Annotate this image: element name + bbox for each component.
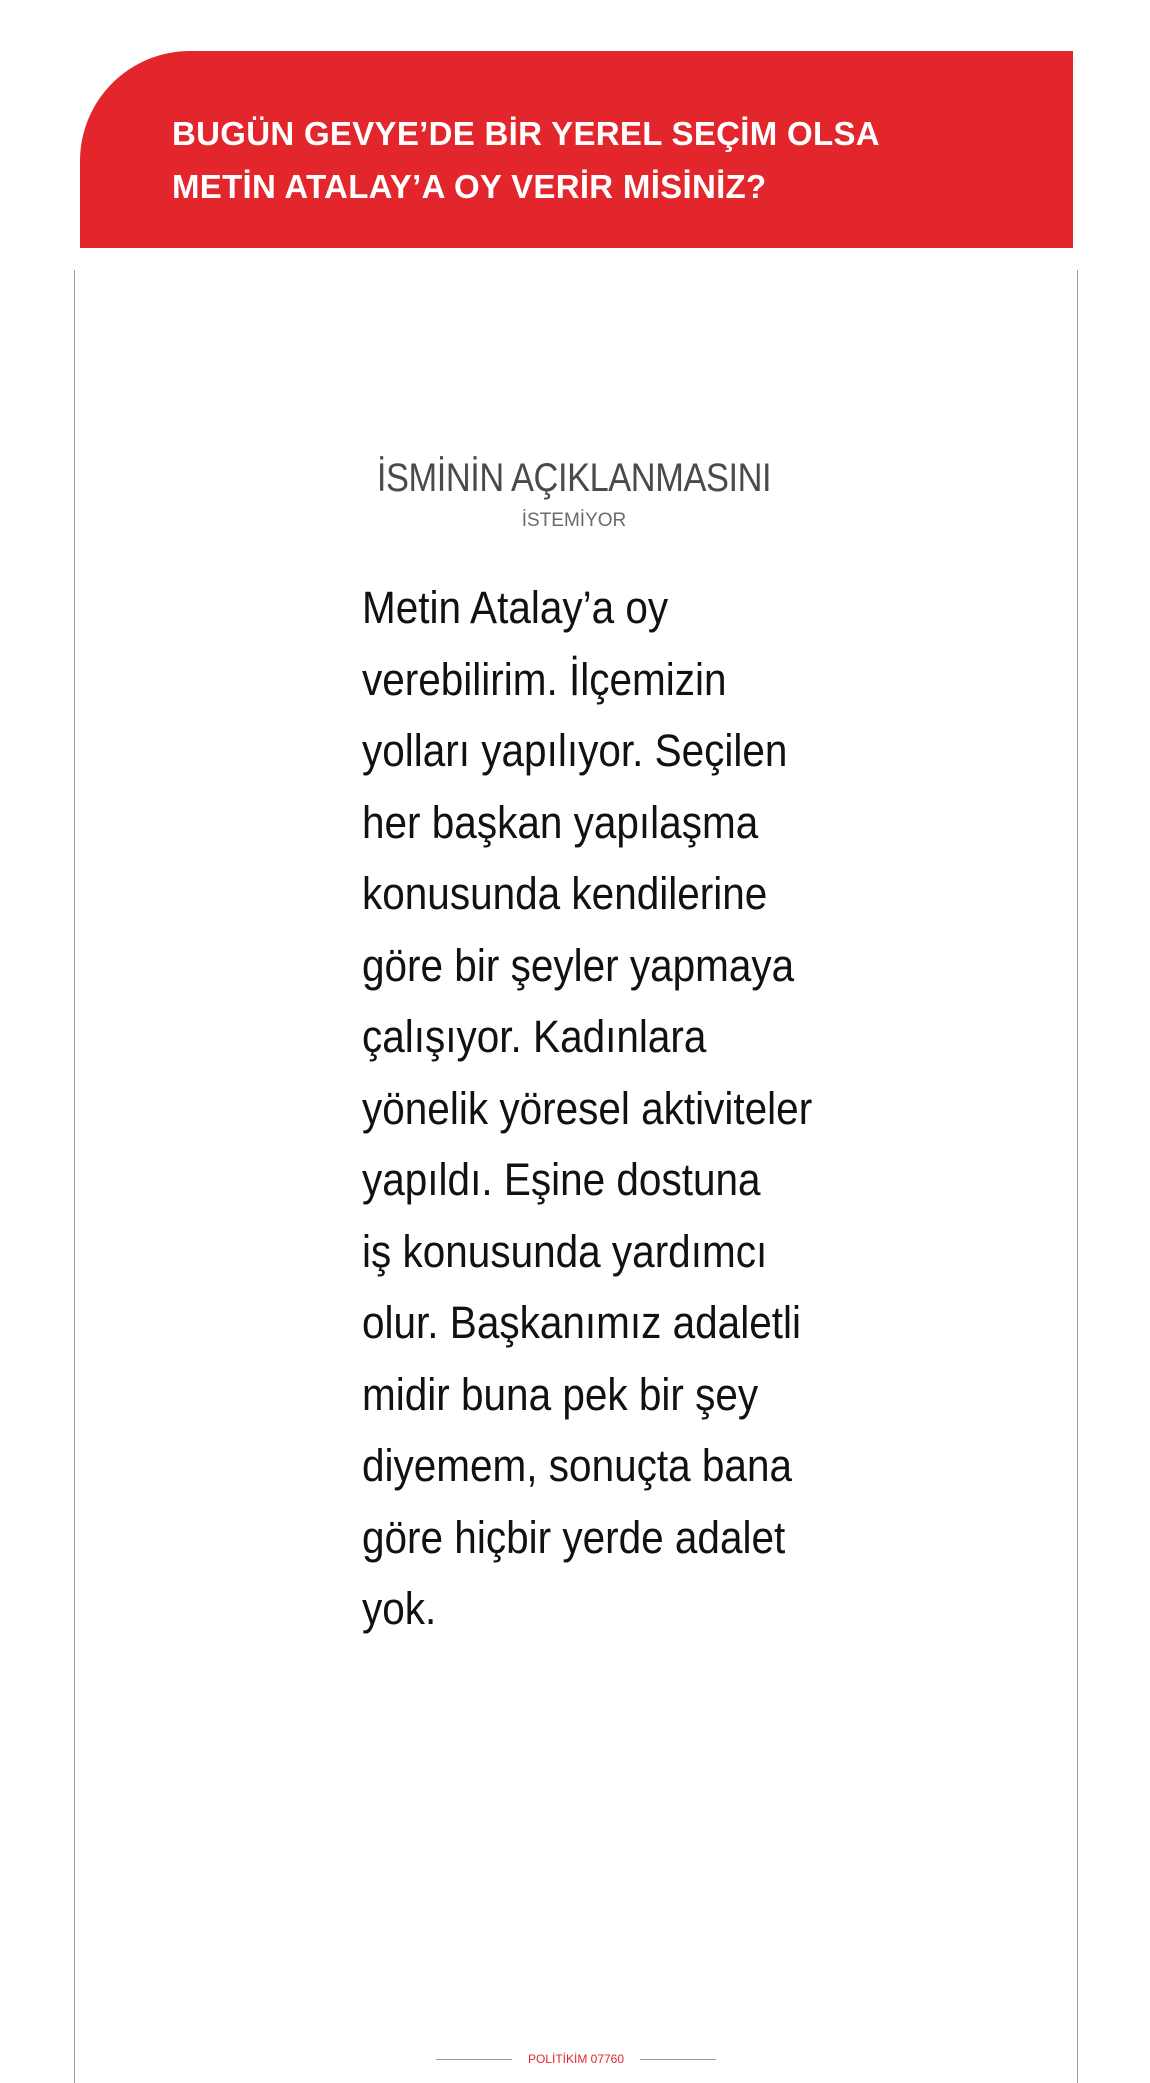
header-title-line: METİN ATALAY’A OY VERİR MİSİNİZ? xyxy=(172,168,767,205)
quote-line: çalışıyor. Kadınlara xyxy=(362,1011,707,1062)
quote-line: yapıldı. Eşine dostuna xyxy=(362,1154,761,1205)
quote-text xyxy=(362,572,830,1645)
footer-divider-left xyxy=(436,2059,512,2060)
quote-line: göre bir şeyler yapmaya xyxy=(362,939,795,991)
header-title xyxy=(172,107,1032,213)
quote-line: midir buna pek bir şey xyxy=(362,1368,759,1420)
quote-line: yolları yapılıyor. Seçilen xyxy=(362,725,788,776)
quote-line: yok. xyxy=(362,1583,437,1634)
footer-divider-right xyxy=(640,2059,716,2060)
quote-line: Metin Atalay’a oy xyxy=(362,582,669,633)
quote-line: verebilirim. İlçemizin xyxy=(362,653,727,705)
header-banner xyxy=(80,51,1073,248)
header-title-line: BUGÜN GEVYE’DE BİR YEREL SEÇİM OLSA xyxy=(172,115,880,152)
quote-line: göre hiçbir yerde adalet xyxy=(362,1511,786,1563)
frame-right-border xyxy=(1077,270,1078,2083)
quote-line: olur. Başkanımız adaletli xyxy=(362,1297,801,1348)
quote-line: yönelik yöresel aktiviteler xyxy=(362,1082,813,1134)
speaker-name: İSMİNİN AÇIKLANMASINI xyxy=(376,456,772,500)
quote-line: diyemem, sonuçta bana xyxy=(362,1440,793,1491)
footer-page-label: POLİTİKİM 07760 xyxy=(527,2052,625,2066)
quote-line: iş konusunda yardımcı xyxy=(362,1225,768,1277)
quote-line: her başkan yapılaşma xyxy=(362,796,759,848)
quote-line: konusunda kendilerine xyxy=(362,868,768,919)
speaker-subtitle: İSTEMİYOR xyxy=(521,510,627,531)
frame-left-border xyxy=(74,270,75,2083)
